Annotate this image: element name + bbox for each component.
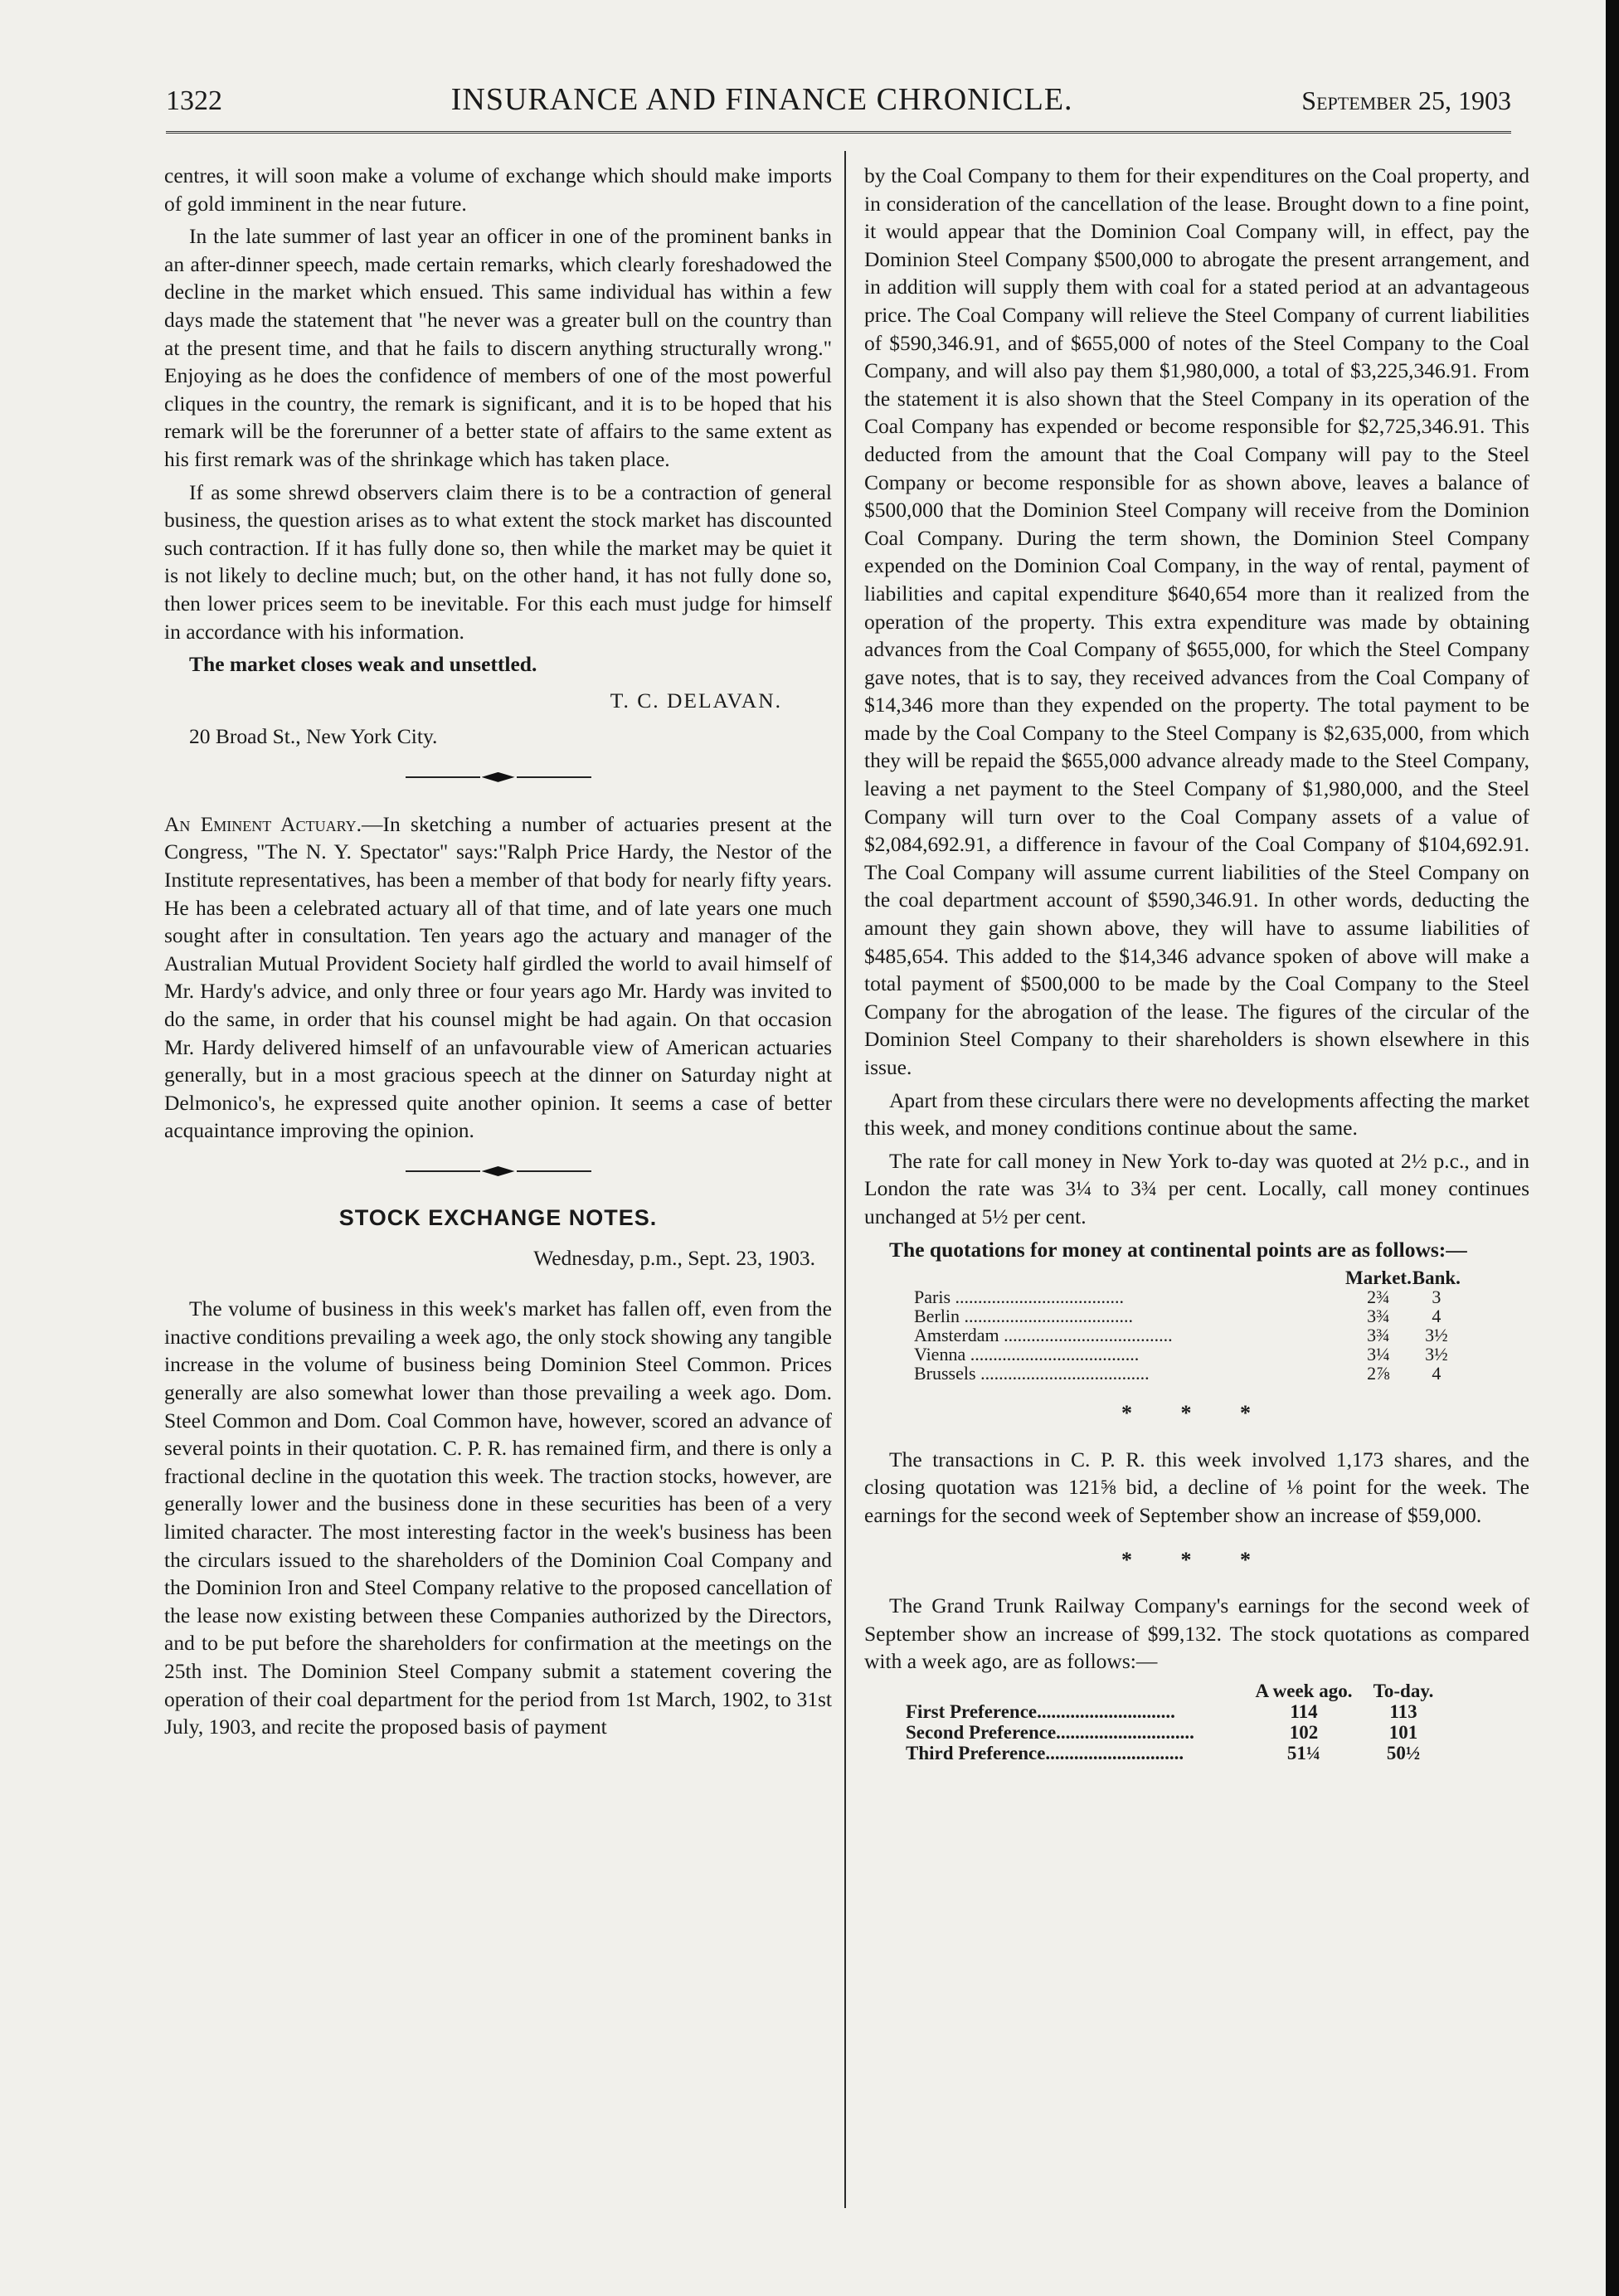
table-row [906,1743,1453,1763]
dateline: Wednesday, p.m., Sept. 23, 1903. [533,1245,815,1270]
today-cell: 113 [1389,1700,1417,1722]
market-cell: 3¼ [1367,1344,1390,1365]
paragraph: In the late summer of last year an officer in one of the prominent banks in an after-dinner speech, made certain remarks, which clearly foreshadowed the decline in the market which ensued. This same individual has within a few days made the statement that "he never was a greater bull on the country than at the present time, and that he fails to discern anything structurally wrong." Enjoying as he does the confidence of members of one of the most powerful cliques in the country, the remark is significant, and it is to be hoped that his remark will be the forerunner of a better state of affairs to the same extent as his first remark was of the shrinkage which has taken place. [164,224,832,471]
bank-cell: 4 [1432,1363,1442,1384]
author-address: 20 Broad St., New York City. [189,724,438,749]
city-cell: Vienna ..................................... [914,1345,1140,1364]
column-divider [844,151,846,2208]
publication-title: INSURANCE AND FINANCE CHRONICLE. [450,82,1073,117]
table-row [906,1701,1453,1722]
scan-edge [1606,0,1619,2296]
stock-name-cell: First Preference............................. [906,1700,1175,1722]
bank-cell: 4 [1432,1306,1442,1327]
paragraph: The volume of business in this week's market has fallen off, even from the inactive conditions prevailing a week ago, the only stock showing any tangible increase in the volume of business being Dominion Steel Common. Prices generally are also somewhat lower than those prevailing a week ago. Dom. Steel Common and Dom. Coal Common have, however, scored an advance of several points in their quotation. C. P. R. has remained firm, and there is only a fractional decline in the quotation this week. The traction stocks, however, are generally lower and the business done in these securities has been of a very limited character. The most interesting factor in the week's business has been the circulars issued to the shareholders of the Dominion Coal Company and the Dominion Iron and Steel Company relative to the proposed cancellation of the lease now existing between these Companies authorized by the Directors, and to be put before the shareholders for confirmation at the meetings on the 25th inst. The Dominion Steel Company submit a statement covering the operation of their coal department for the period from 1st March, 1902, to 31st July, 1903, and recite the proposed basis of payment [164,1296,832,1739]
issue-date: September 25, 1903 [1301,85,1511,115]
bank-cell: 3 [1432,1287,1442,1308]
author-signature: T. C. DELAVAN. [610,688,782,713]
section-ornament [164,1163,832,1180]
table-row [914,1345,1461,1364]
paragraph: Apart from these circulars there were no developments affecting the market this week, and money conditions continue about the same. [864,1087,1529,1141]
page-header [166,81,1511,134]
paragraph: The rate for call money in New York to-day was quoted at 2½ p.c., and in London the rate was 3¼ to 3¾ per cent. Locally, call money continues unchanged at 5½ per cent. [864,1148,1529,1228]
page-number: 1322 [166,85,222,116]
today-cell: 50½ [1386,1742,1421,1763]
table-row [914,1326,1461,1345]
actuary-body: —In sketching a number of actuaries present at the Congress, "The N. Y. Spectator" says:"Ralph Price Hardy, the Nestor of the Institute representatives, has been a member of that body for nearly fifty years. He has been a celebrated actuary all of that time, and of late years one much sought after in consultation. Ten years ago the actuary and manager of the Australian Mutual Provident Society half girdled the world to avail himself of Mr. Hardy's advice, and only three or four years ago Mr. Hardy was invited to do the same, in order that his counsel might be had again. On that occasion Mr. Hardy delivered himself of an unfavourable view of American actuaries generally, but in a most gracious speech at the dinner on Saturday night at Delmonico's, he expressed quite another opinion. It seems a case of better acquaintance improving the opinion. [164,811,832,1143]
column-header: A week ago. [1255,1680,1353,1701]
city-cell: Paris ..................................... [914,1287,1124,1307]
money-quotations-table [914,1268,1461,1383]
paragraph: by the Coal Company to them for their expenditures on the Coal property, and in consideration of the cancellation of the lease. Brought down to a fine point, it would appear that the Dominion Coal Company will, in effect, pay the Dominion Steel Company $500,000 to abrogate the present arrangement, and in addition will supply them with coal for a stated period at an advantageous price. The Coal Company will relieve the Steel Company of current liabilities of $590,346.91, and of $655,000 of notes of the Steel Company to the Coal Company, and will also pay them $1,980,000, a total of $3,225,346.91. From the statement it is also shown that the Steel Company in its operation of the Coal Company has expended or become responsible for $2,725,346.91. This deducted from the amount that the Coal Company will pay to the Steel Company or become responsible for as shown above, leaves a balance of $500,000 that the Dominion Steel Company will receive from the Dominion Coal Company. During the term shown, the Dominion Steel Company expended on the Dominion Coal Company, in the way of rental, payment of liabilities and capital expenditure $640,654 more than it realized from the operation of the property. This extra expenditure was made by obtaining advances from the Coal Company of $655,000, for which the Steel Company gave notes, that is to say, they received advances from the Coal Company of $14,346 more than they expended on the property. The total payment to be made by the Coal Company to the Steel Company is $2,635,000, from which they will be repaid the $655,000 advance already made to the Steel Company, leaving a net payment to the Steel Company of $1,980,000, and the Steel Company will turn over to the Coal Company assets of a value of $2,084,692.91, a difference in favour of the Coal Company of $104,692.91. The Coal Company will assume current liabilities of the Steel Company on the coal department account of $590,346.91. In other words, deducting the amount they gain shown above, they will have to assume liabilities of $485,654. This added to the $14,346 advance spoken of above will make a total payment of $500,000 to be made by the Coal Company to the Steel Company for the abrogation of the lease. The figures of the circular of the Dominion Steel Company to their shareholders is shown elsewhere in this issue. [864,163,1529,1079]
actuary-paragraph [164,810,832,1145]
week-ago-cell: 51¼ [1286,1742,1321,1763]
paragraph: The Grand Trunk Railway Company's earnings for the second week of September show an increase of $99,132. The stock quotations as compared with a week ago, are as follows:— [864,1593,1529,1674]
column-header: To-day. [1373,1680,1434,1701]
city-cell: Berlin ..................................... [914,1306,1133,1326]
actuary-lead: An Eminent Actuary. [164,811,362,836]
stock-name-cell: Second Preference............................. [906,1721,1194,1743]
paragraph: The transactions in C. P. R. this week involved 1,173 shares, and the closing quotation was 121⅝ bid, a decline of ⅛ point for the week. The earnings for the second week of September show an increase of $59,000. [864,1447,1529,1527]
column-header: Bank. [1412,1267,1461,1289]
table-row [914,1364,1461,1383]
table-row [906,1722,1453,1743]
market-cell: 2⅞ [1367,1363,1390,1384]
bank-cell: 3½ [1425,1344,1448,1365]
paragraph: The market closes weak and unsettled. [189,652,537,677]
section-title: STOCK EXCHANGE NOTES. [338,1205,658,1230]
section-ornament [164,769,832,786]
week-ago-cell: 114 [1290,1700,1318,1722]
right-column [864,162,1529,1763]
section-separator: * * * [1121,1547,1272,1572]
market-cell: 3¾ [1367,1306,1390,1327]
market-cell: 3¾ [1367,1325,1390,1346]
stock-name-cell: Third Preference............................. [906,1742,1184,1763]
bank-cell: 3½ [1425,1325,1448,1346]
table-row [914,1306,1461,1326]
grand-trunk-quotations-table [906,1681,1453,1763]
today-cell: 101 [1388,1721,1418,1743]
column-header: Market. [1345,1267,1412,1289]
table-row [914,1287,1461,1306]
city-cell: Amsterdam ..................................... [914,1326,1173,1345]
paragraph: If as some shrewd observers claim there is to be a contraction of general business, the question arises as to what extent the stock market has discounted such contraction. If it has fully done so, then while the market may be quiet it is not likely to decline much; but, on the other hand, it has not fully done so, then lower prices seem to be inevitable. For this each must judge for himself in accordance with his information. [164,479,832,644]
week-ago-cell: 102 [1289,1721,1319,1743]
paragraph: centres, it will soon make a volume of exchange which should make imports of gold imminent in the near future. [164,163,832,216]
city-cell: Brussels ..................................... [914,1364,1150,1384]
left-column [164,162,832,1746]
market-cell: 2¾ [1367,1287,1390,1308]
paragraph: The quotations for money at continental points are as follows:— [889,1237,1467,1262]
section-separator: * * * [1121,1401,1272,1426]
